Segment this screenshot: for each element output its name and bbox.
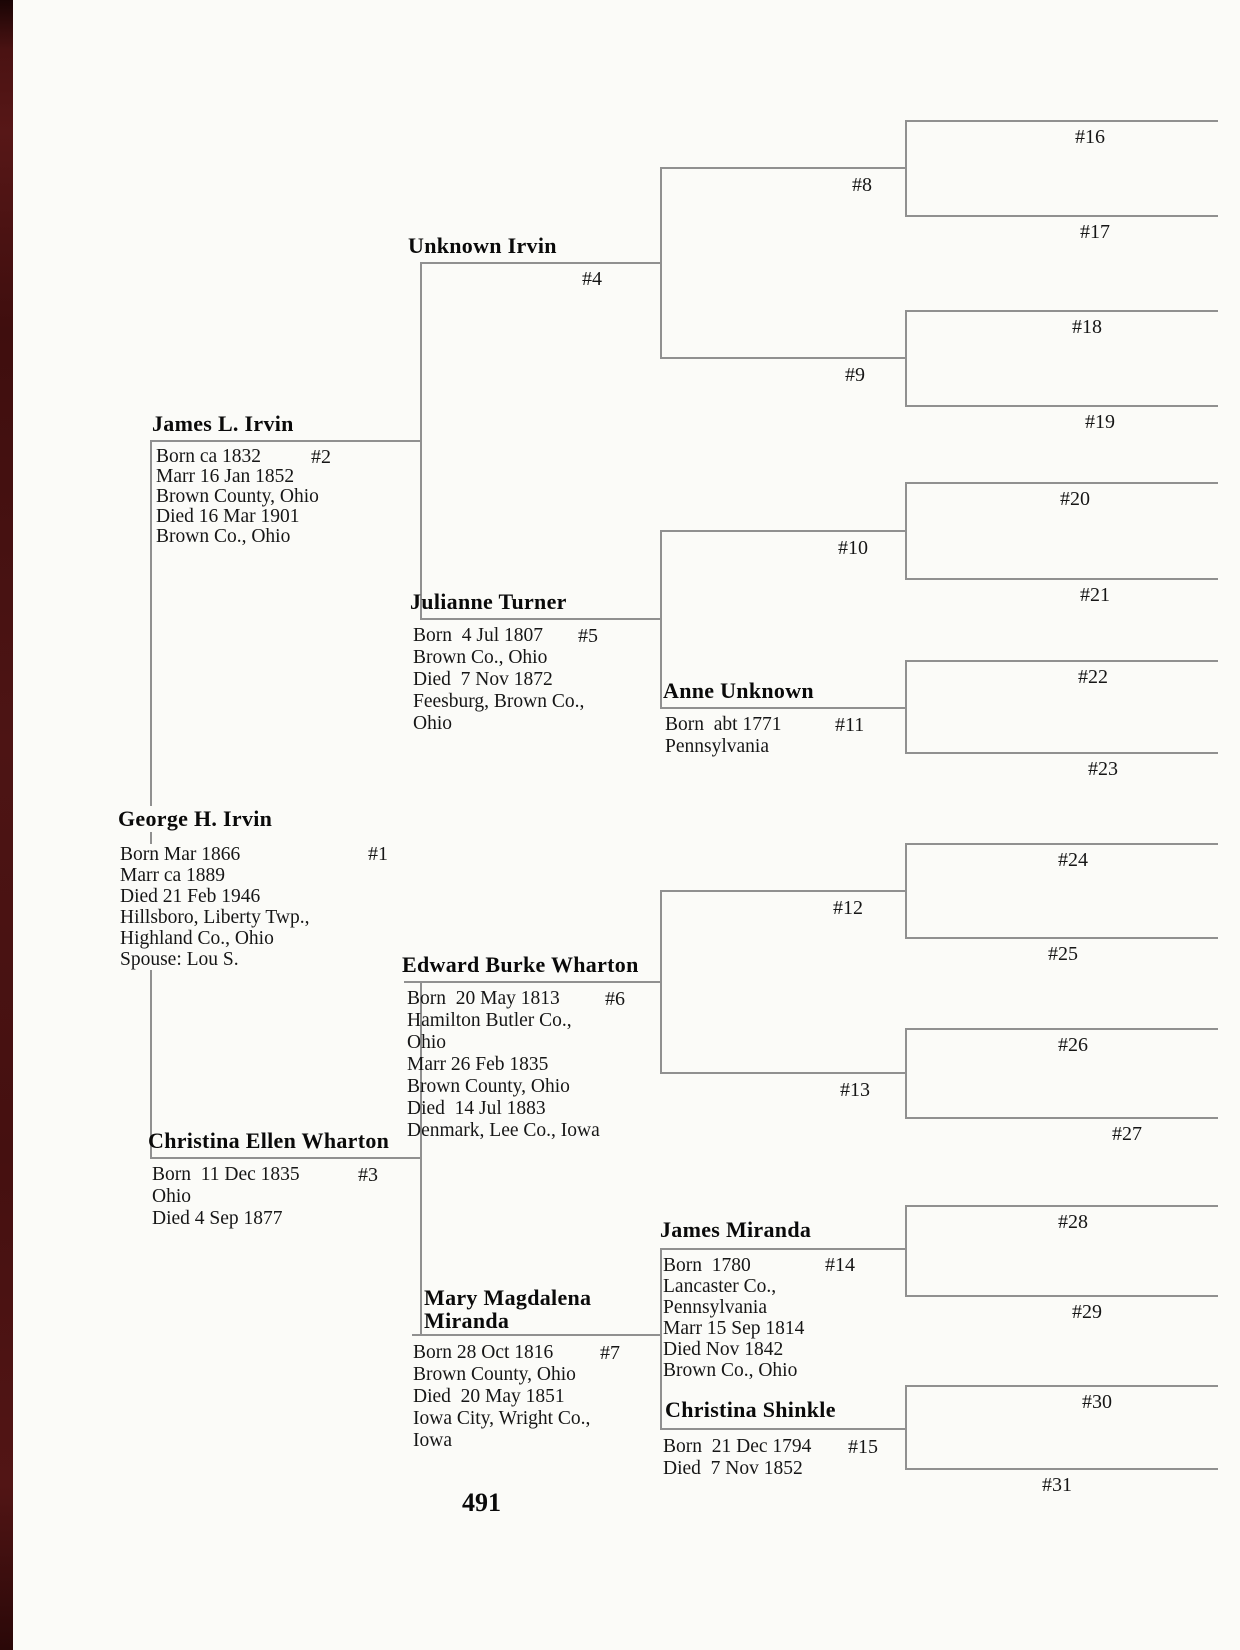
person-2-info: #2 Born ca 1832 Marr 16 Jan 1852 Brown County, Ohio Died 16 Mar 1901 Brown Co., Ohio xyxy=(156,446,331,547)
person-7-number: #7 xyxy=(600,1342,620,1364)
person-6-info: #6 Born 20 May 1813 Hamilton Butler Co., Ohio Marr 26 Feb 1835 Brown County, Ohio Died 14 Jul 1883 Denmark, Lee Co., Iowa xyxy=(407,988,625,1141)
person-8-number: #8 xyxy=(852,174,872,196)
person-11-number: #11 xyxy=(835,714,865,736)
person-27-number: #27 xyxy=(1112,1123,1142,1145)
bracket-p2-parents xyxy=(420,262,422,618)
person-1-name: George H. Irvin xyxy=(118,806,273,831)
person-6-number: #6 xyxy=(605,988,625,1010)
person-4-number: #4 xyxy=(582,268,602,290)
bracket-p8-parents xyxy=(905,120,907,215)
rule-p2 xyxy=(150,440,420,442)
rule-p15 xyxy=(660,1428,905,1430)
bracket-p7-parents xyxy=(660,1248,662,1428)
person-13-number: #13 xyxy=(840,1079,870,1101)
rule-p8 xyxy=(660,167,905,169)
bracket-p9-parents xyxy=(905,310,907,405)
person-6-name: Edward Burke Wharton xyxy=(402,952,639,977)
person-2-name: James L. Irvin xyxy=(152,411,294,436)
person-1-number: #1 xyxy=(368,843,388,865)
person-12-number: #12 xyxy=(833,897,863,919)
person-11-name: Anne Unknown xyxy=(663,678,814,703)
page-number: 491 xyxy=(462,1488,501,1517)
person-10-number: #10 xyxy=(838,537,868,559)
person-7-info: #7 Born 28 Oct 1816 Brown County, Ohio Died 20 May 1851 Iowa City, Wright Co., Iowa xyxy=(413,1342,620,1451)
person-18-number: #18 xyxy=(1072,316,1102,338)
rule-p23 xyxy=(905,752,1218,754)
person-5-number: #5 xyxy=(578,625,598,647)
person-3-info: #3 Born 11 Dec 1835 Ohio Died 4 Sep 1877 xyxy=(152,1164,378,1229)
rule-p28 xyxy=(905,1205,1218,1207)
person-14-name: James Miranda xyxy=(660,1217,812,1242)
rule-p16 xyxy=(905,120,1218,122)
rule-p22 xyxy=(905,660,1218,662)
rule-p24 xyxy=(905,843,1218,845)
rule-p7 xyxy=(412,1334,660,1336)
person-19-number: #19 xyxy=(1085,411,1115,433)
person-24-number: #24 xyxy=(1058,849,1088,871)
bracket-p12-parents xyxy=(905,843,907,937)
bracket-p6-parents xyxy=(660,890,662,1072)
person-25-number: #25 xyxy=(1048,943,1078,965)
rule-p4 xyxy=(420,262,660,264)
person-22-number: #22 xyxy=(1078,666,1108,688)
person-3-name: Christina Ellen Wharton xyxy=(148,1128,390,1153)
rule-p13 xyxy=(660,1072,905,1074)
bracket-p5-parents xyxy=(660,530,662,707)
bracket-p11-parents xyxy=(905,660,907,752)
person-3-number: #3 xyxy=(358,1164,378,1186)
person-15-name: Christina Shinkle xyxy=(665,1397,836,1422)
rule-p17 xyxy=(905,215,1218,217)
bracket-p14-parents xyxy=(905,1205,907,1295)
person-2-number: #2 xyxy=(311,446,331,468)
bracket-gen1-parents xyxy=(150,440,152,1157)
person-21-number: #21 xyxy=(1080,584,1110,606)
person-31-number: #31 xyxy=(1042,1474,1072,1496)
rule-p11 xyxy=(660,707,905,709)
person-30-number: #30 xyxy=(1082,1391,1112,1413)
rule-p25 xyxy=(905,937,1218,939)
rule-p19 xyxy=(905,405,1218,407)
rule-p20 xyxy=(905,482,1218,484)
rule-p26 xyxy=(905,1028,1218,1030)
person-5-name: Julianne Turner xyxy=(410,589,567,614)
bracket-p13-parents xyxy=(905,1028,907,1117)
person-15-number: #15 xyxy=(848,1436,878,1458)
rule-p3 xyxy=(150,1157,420,1159)
person-11-info: #11 Born abt 1771 Pennsylvania xyxy=(665,714,865,757)
person-20-number: #20 xyxy=(1060,488,1090,510)
person-14-number: #14 xyxy=(825,1254,855,1276)
rule-p9 xyxy=(660,357,905,359)
rule-p14 xyxy=(660,1248,905,1250)
person-4-name: Unknown Irvin xyxy=(408,233,557,258)
rule-p6 xyxy=(404,981,660,983)
rule-p31 xyxy=(905,1468,1218,1470)
person-7-name: Mary Magdalena Miranda xyxy=(424,1285,592,1333)
rule-p27 xyxy=(905,1117,1218,1119)
person-26-number: #26 xyxy=(1058,1034,1088,1056)
person-28-number: #28 xyxy=(1058,1211,1088,1233)
person-1-info: #1 Born Mar 1866 Marr ca 1889 Died 21 Feb 1946 Hillsboro, Liberty Twp., Highland Co., Ohio Spouse: Lou S. xyxy=(120,844,410,970)
rule-p21 xyxy=(905,578,1218,580)
person-9-number: #9 xyxy=(845,364,865,386)
bracket-p15-parents xyxy=(905,1385,907,1468)
rule-p30 xyxy=(905,1385,1218,1387)
person-14-info: #14 Born 1780 Lancaster Co., Pennsylvania Marr 15 Sep 1814 Died Nov 1842 Brown Co., Ohio xyxy=(663,1254,855,1381)
person-29-number: #29 xyxy=(1072,1301,1102,1323)
person-5-info: #5 Born 4 Jul 1807 Brown Co., Ohio Died 7 Nov 1872 Feesburg, Brown Co., Ohio xyxy=(413,625,598,734)
bracket-p4-parents xyxy=(660,167,662,357)
rule-p5 xyxy=(420,618,660,620)
person-17-number: #17 xyxy=(1080,221,1110,243)
person-15-info: #15 Born 21 Dec 1794 Died 7 Nov 1852 xyxy=(663,1436,878,1479)
scan-edge-artifact xyxy=(0,0,13,1650)
person-23-number: #23 xyxy=(1088,758,1118,780)
rule-p12 xyxy=(660,890,905,892)
person-16-number: #16 xyxy=(1075,126,1105,148)
bracket-p10-parents xyxy=(905,482,907,578)
rule-p10 xyxy=(660,530,905,532)
rule-p18 xyxy=(905,310,1218,312)
rule-p29 xyxy=(905,1295,1218,1297)
